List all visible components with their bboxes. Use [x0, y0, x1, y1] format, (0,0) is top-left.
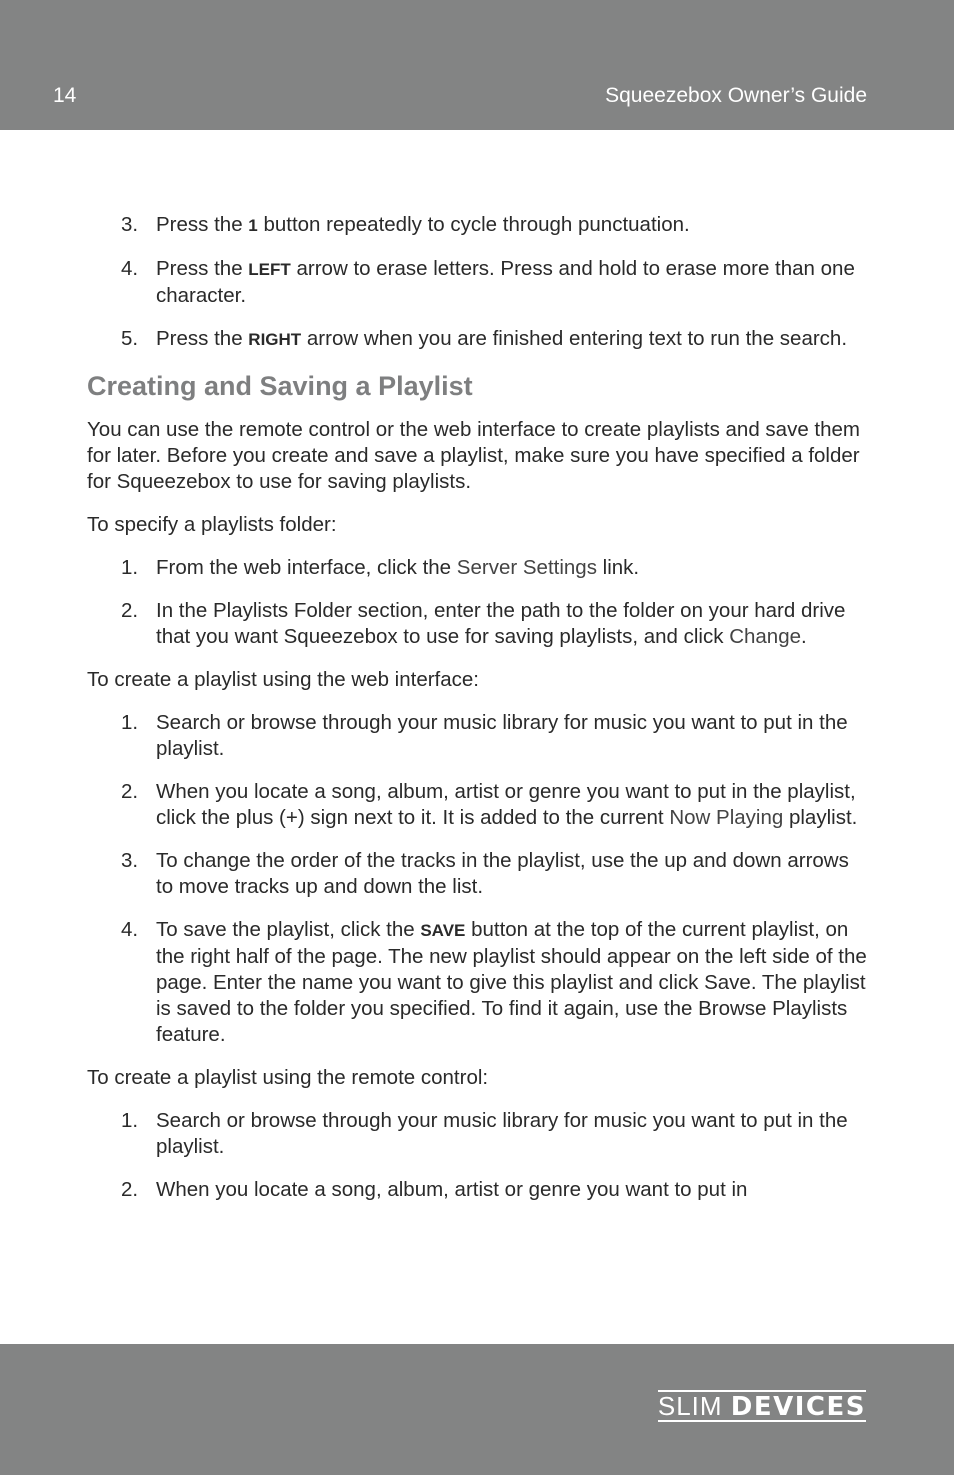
step-number: 2. — [121, 1178, 139, 1201]
step-text: arrow to erase letters. Press and hold to erase more than one character. — [156, 257, 855, 307]
step-text: Search or browse through your music library for music you want to put in the playlist. — [156, 1109, 848, 1158]
ui-term: Now Playing — [669, 806, 784, 829]
step-text: When you locate a song, album, artist or genre you want to put in — [156, 1178, 748, 1201]
step-text: Press the — [156, 257, 249, 280]
step-number: 4. — [121, 918, 139, 941]
step-text: link. — [596, 556, 640, 579]
step-text: . — [801, 625, 807, 648]
key-label: RIGHT — [248, 330, 302, 349]
step-number: 2. — [121, 780, 139, 803]
step-text: To change the order of the tracks in the playlist, use the up and down arrows to move tracks up and down the list. — [156, 849, 849, 898]
logo-text-slim: SLIM — [657, 1391, 723, 1421]
step-text: Search or browse through your music library for music you want to put in the playlist. — [156, 711, 848, 760]
step-text: playlist. — [783, 806, 858, 829]
list-item — [87, 1177, 867, 1203]
list-item — [87, 212, 867, 239]
step-text: Press the — [156, 213, 249, 236]
step-text: From the web interface, click the — [156, 556, 457, 579]
step-number: 1. — [121, 556, 139, 579]
list-item — [87, 555, 867, 581]
step-text: When you locate a song, album, artist or genre you want to put in the playlist, click the plus (+) sign next to it. It is added to the current — [156, 780, 856, 829]
intro-paragraph: You can use the remote control or the web interface to create playlists and save them for later. Before you create and save a playlist, make sure you have specified a folder for Squeezebox to use for saving playlists. — [87, 418, 860, 493]
step-number: 2. — [121, 599, 139, 622]
key-label: 1 — [248, 216, 258, 235]
section-heading: Creating and Saving a Playlist — [87, 371, 473, 401]
running-title: Squeezebox Owner’s Guide — [605, 84, 867, 107]
logo-text-devices: DEVICES — [730, 1392, 866, 1422]
step-text: button repeatedly to cycle through punctuation. — [257, 213, 690, 236]
step-number: 3. — [121, 213, 139, 236]
step-number: 1. — [121, 1109, 139, 1132]
page-body — [87, 212, 867, 1220]
step-text: button at the top of the current playlist, on the right half of the page. The new playlist should appear on the left side of the page. Enter the name you want to give this playlist and click Save. The playlist is saved to the folder you specified. To find it again, use the Browse Playlists feature. — [156, 918, 867, 1046]
step-text: arrow when you are finished entering text to run the search. — [301, 327, 848, 350]
slim-devices-logo — [658, 1390, 866, 1422]
step-text: To save the playlist, click the — [156, 918, 421, 941]
page-footer — [0, 1344, 954, 1475]
list-item — [87, 326, 867, 353]
lead-paragraph: To create a playlist using the remote control: — [87, 1066, 489, 1089]
step-number: 5. — [121, 327, 139, 350]
step-number: 4. — [121, 257, 139, 280]
list-item — [87, 256, 867, 309]
list-item — [87, 779, 867, 831]
page-number: 14 — [53, 84, 77, 107]
step-text: In the Playlists Folder section, enter the path to the folder on your hard drive that you want Squeezebox to use for saving playlists, and click — [156, 599, 846, 648]
step-text: Press the — [156, 327, 249, 350]
list-item — [87, 710, 867, 762]
ui-term: Change — [729, 625, 801, 648]
list-item — [87, 598, 867, 650]
list-item — [87, 1108, 867, 1160]
step-number: 1. — [121, 711, 139, 734]
ui-term: Server Settings — [456, 556, 597, 579]
step-number: 3. — [121, 849, 139, 872]
key-label: LEFT — [248, 260, 291, 279]
list-item — [87, 848, 867, 900]
list-item — [87, 917, 867, 1048]
page-header — [0, 0, 954, 130]
lead-paragraph: To specify a playlists folder: — [87, 513, 337, 536]
lead-paragraph: To create a playlist using the web interface: — [87, 668, 479, 691]
key-label: SAVE — [420, 921, 466, 940]
